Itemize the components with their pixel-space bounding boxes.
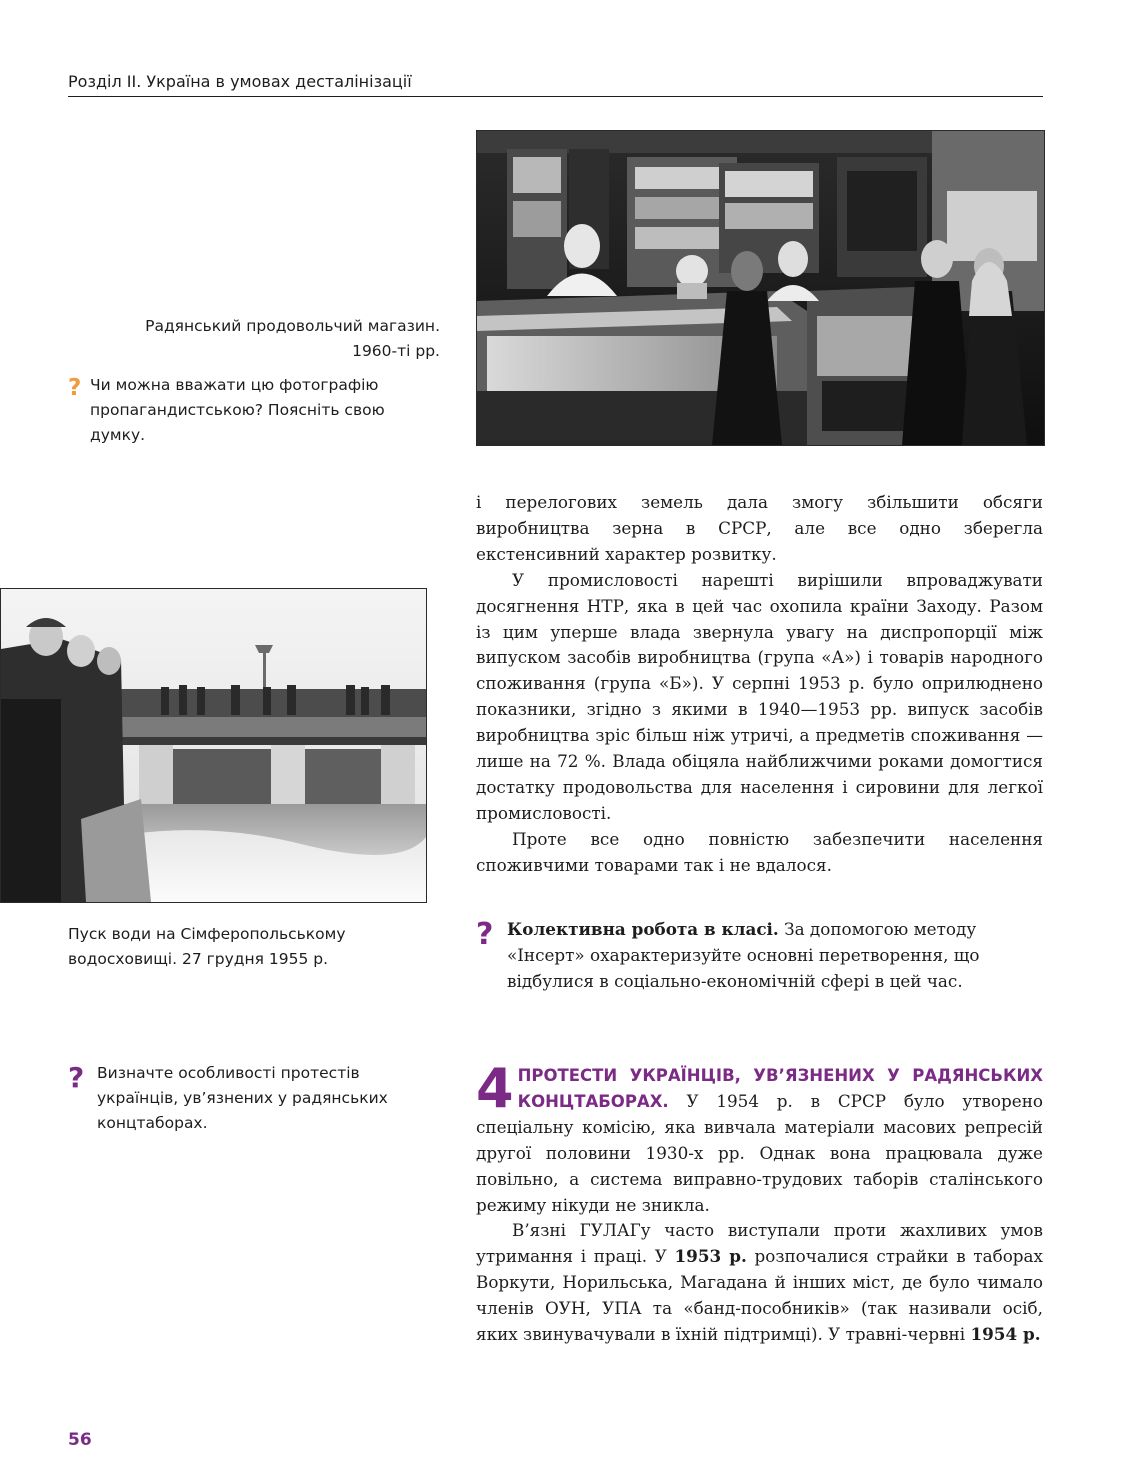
task-text xyxy=(507,917,996,995)
section-4-paragraph2 xyxy=(476,1218,1043,1348)
question-camps-text: Визначте особливості протестів українців, ув’язнених у радянських концтаборах. xyxy=(97,1064,388,1132)
question-camps xyxy=(68,1061,428,1136)
dam-caption-line1: Пуск води на Сімферопольському xyxy=(68,925,346,943)
header-divider xyxy=(68,96,1043,97)
page-number: 56 xyxy=(68,1430,92,1450)
text-run: розпочалися страйки в таборах Воркути, Норильська, Магадана й інших міст, де було чимало членів ОУН, УПА та «банд-пособників» (так називали осіб, яких звинувачували в їхній підтримці). У травні-червні xyxy=(476,1246,1044,1345)
paragraph: і перелогових земель дала змогу збільшити обсяги виробництва зерна в СРСР, але все одно зберегла екстенсивний характер розвитку. xyxy=(476,492,1043,564)
running-header: Розділ ІІ. Україна в умовах десталінізації xyxy=(68,72,412,91)
task-heading: Колективна робота в класі. xyxy=(507,919,779,939)
section-4 xyxy=(476,1057,1044,1348)
text-run: В’язні ГУЛАГу часто виступали проти жахливих умов утримання і праці. У xyxy=(476,1220,1043,1267)
shop-photo-caption xyxy=(100,314,440,364)
question-mark-icon: ? xyxy=(68,375,82,401)
bold-date: 1954 р. xyxy=(970,1324,1041,1345)
shop-caption-line2: 1960-ті рр. xyxy=(352,342,440,360)
shop-photo xyxy=(476,130,1045,446)
shop-photo-image xyxy=(477,131,1044,445)
section-4-paragraph1: У 1954 р. в СРСР було утворено спеціальну комісію, яка вивчала матеріали масових репресій другої половини 1930-х рр. Однак вона працювала дуже повільно, а система виправно-трудових таборів сталінського режиму нікуди не зникла. xyxy=(476,1090,1043,1215)
collective-task xyxy=(476,917,996,995)
question-mark-icon: ? xyxy=(68,1061,85,1094)
shop-caption-line1: Радянський продовольчий магазин. xyxy=(145,317,440,335)
question-shop-photo xyxy=(68,373,428,448)
section-number: 4 xyxy=(476,1057,514,1120)
paragraph: У промисловості нарешті вирішили впроваджувати досягнення НТР, яка в цей час охопила країни Заходу. Разом із цим уперше влада звернула увагу на диспропорції між випуском засобів виробництва (група «А») і товарів народного споживання (група «Б»). У серпні 1953 р. було оприлюднено показники, згідно з якими в 1940—1953 рр. випуск засобів виробництва зріс більш ніж утричі, а предметів споживання — лише на 72 %. Влада обіцяла найближчими роками домогтися достатку продовольства для населення і сировини для легкої промисловості. xyxy=(476,569,1043,823)
dam-photo-image xyxy=(1,589,426,902)
section-4-first-paragraph xyxy=(476,1057,1043,1218)
task-body: За допомогою методу «Інсерт» охарактеризуйте основні перетворення, що відбулися в соціально-економічній сфері в цей час. xyxy=(507,919,980,991)
main-text-part1 xyxy=(476,490,1043,879)
dam-caption-line2: водосховищі. 27 грудня 1955 р. xyxy=(68,950,329,968)
paragraph: Проте все одно повністю забезпечити населення споживчими товарами так і не вдалося. xyxy=(476,828,1043,875)
question-mark-icon: ? xyxy=(476,917,494,952)
dam-photo-caption xyxy=(68,922,408,972)
dam-photo xyxy=(0,588,427,903)
bold-date: 1953 р. xyxy=(674,1246,747,1267)
question-shop-text: Чи можна вважати цю фотографію пропагандистською? Поясніть свою думку. xyxy=(90,376,385,444)
section-title: ПРОТЕСТИ УКРАЇНЦІВ, УВ’ЯЗНЕНИХ У РАДЯНСЬКИХ КОНЦТАБОРАХ. xyxy=(517,1066,1043,1111)
